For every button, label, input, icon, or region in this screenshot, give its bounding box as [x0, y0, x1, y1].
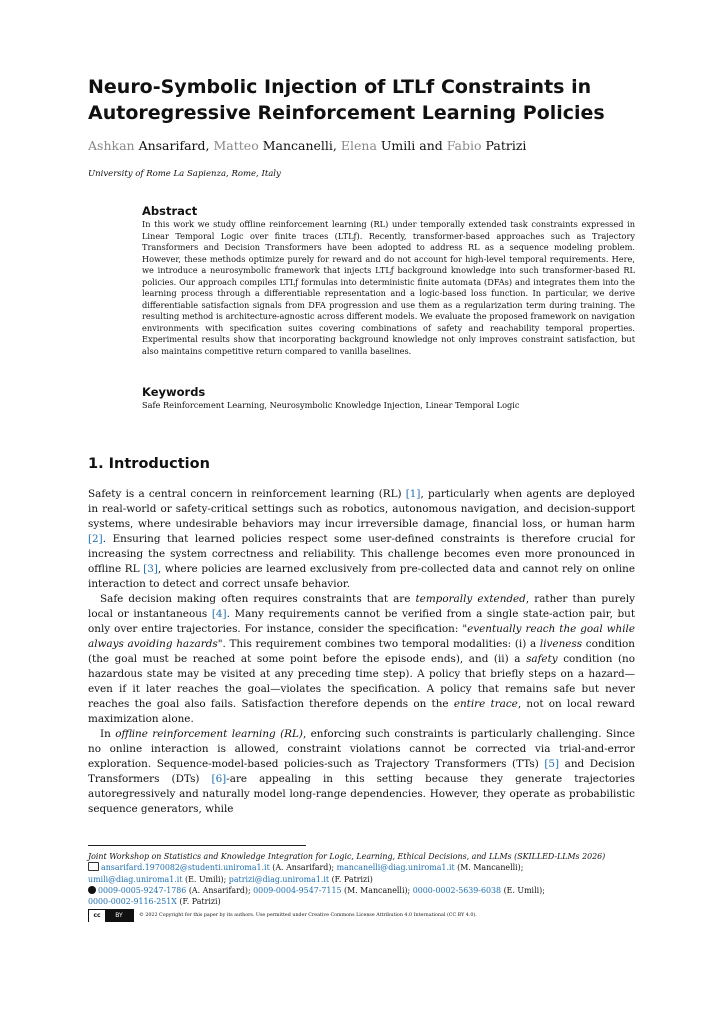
citation-link[interactable]: [5]: [544, 758, 560, 770]
text-run: and Decision Transformers (DTs): [88, 758, 635, 785]
citation-link[interactable]: [2]: [88, 533, 103, 545]
abstract-text: In this work we study offline reinforcement learning (RL) under temporally extended task constraints expressed in Linear Temporal Logic over finite traces (LTLƒ). Recently, transformer-based approaches such as Trajectory Transformers and Decision Transformers have been adopted to address RL as a sequence modeling problem. However, these methods optimize purely for reward and do not account for high-level temporal requirements. Here, we introduce a neurosymbolic framework that injects LTLƒ background knowledge into such transformer-based RL policies. Our approach compiles LTLƒ formulas into deterministic finite automata (DFAs) and integrates them into the learning process through a differentiable representation and a logic-based loss function. In particular, we derive differentiable satisfaction signals from DFA progression and use them as a regularization term during training. The resulting method is architecture-agnostic across different models. We evaluate the proposed framework on navigation environments with specification suites covering combinations of safety and reachability temporal properties. Experimental results show that incorporating background knowledge not only improves constraint satisfaction, but also maintains competitive return compared to vanilla baselines.: [142, 219, 635, 356]
orcid-link[interactable]: 0009-0005-9247-1786: [98, 885, 187, 895]
author-first-name: Elena: [340, 138, 377, 153]
citation-link[interactable]: [6]: [211, 773, 227, 785]
orcid-owner: (M. Mancanelli);: [341, 885, 413, 895]
author-last-name: Patrizi: [485, 138, 527, 153]
abstract-heading: Abstract: [142, 204, 198, 218]
author-first-name: Ashkan: [88, 138, 135, 153]
title-line-1: Neuro-Symbolic Injection of LTLf Constraints in: [88, 76, 592, 98]
author-first-name: Fabio: [446, 138, 482, 153]
keywords-heading: Keywords: [142, 385, 206, 399]
citation-link[interactable]: [3]: [143, 563, 158, 575]
footnote-rule: [88, 845, 306, 846]
text-run: In: [100, 728, 116, 740]
text-run: , where policies are learned exclusively from pre-collected data and cannot rely on online interaction to detect and correct unsafe behavior.: [88, 563, 635, 590]
text-run: , not on local reward maximization alone.: [88, 698, 635, 725]
text-run: , rather than purely local or instantaneous: [88, 593, 635, 620]
workshop-note: Joint Workshop on Statistics and Knowledge Integration for Logic, Learning, Ethical Decisions, and LLMs (SKILLED-LLMs 2026): [88, 852, 606, 861]
orcid-line: [88, 885, 648, 908]
emphasis-text: temporally extended: [415, 593, 526, 605]
license-row: [88, 909, 648, 922]
author-separator: ,: [332, 138, 341, 153]
paragraph-1: [88, 487, 635, 592]
introduction-body: [88, 487, 635, 817]
orcid-owner: (F. Patrizi): [176, 897, 221, 907]
orcid-link[interactable]: 0000-0002-9116-251X: [88, 897, 177, 907]
email-link[interactable]: ansarifard.1970082@studenti.uniroma1.it: [101, 863, 270, 873]
email-owner: (A. Ansarifard);: [269, 863, 337, 873]
author-last-name: Mancanelli: [262, 138, 333, 153]
text-run: Safe decision making often requires constraints that are: [100, 593, 416, 605]
text-run: . Ensuring that learned policies respect some user-defined constraints is therefore crucial for increasing the system correctness and reliability. This challenge becomes even more pronounced in offline RL: [88, 533, 635, 575]
orcid-link[interactable]: 0009-0004-9547-7115: [253, 885, 342, 895]
affiliation: University of Rome La Sapienza, Rome, Italy: [88, 169, 281, 179]
text-run: . Many requirements cannot be verified from a single state-action pair, but only over entire trajectories. For instance, consider the specification:: [88, 608, 635, 635]
text-run: Safety is a central concern in reinforcement learning (RL): [88, 488, 406, 500]
envelope-icon: [88, 862, 99, 871]
keywords-section: [142, 385, 635, 412]
paragraph-3: [88, 727, 635, 817]
orcid-icon: [88, 886, 96, 894]
citation-link[interactable]: [1]: [405, 488, 421, 500]
paper-title: [88, 74, 648, 126]
copyright-text: © 2022 Copyright for this paper by its authors. Use permitted under Creative Commons License Attribution 4.0 International (CC BY 4.0).: [139, 913, 477, 919]
author-last-name: Umili: [380, 138, 416, 153]
keywords-text: Safe Reinforcement Learning, Neurosymbolic Knowledge Injection, Linear Temporal Logic: [142, 400, 520, 410]
cc-badge-left: cc: [89, 910, 105, 921]
abstract-section: [142, 204, 635, 357]
text-run: condition (the goal must be reached at some point before the episode ends), and (ii) a: [88, 638, 635, 665]
title-line-2: Autoregressive Reinforcement Learning Policies: [88, 102, 605, 124]
orcid-link[interactable]: 0000-0002-5639-6038: [412, 885, 502, 895]
author-list: [88, 138, 648, 153]
text-run: . This requirement combines two temporal modalities: (i) a: [222, 638, 540, 650]
author-separator: ,: [205, 138, 214, 153]
emphasis-text: entire trace: [453, 698, 518, 710]
author-separator: and: [415, 138, 447, 153]
author-first-name: Matteo: [213, 138, 259, 153]
emphasis-text: liveness: [539, 638, 583, 650]
text-run: , particularly when agents are deployed in real-world or safety-critical settings such as robotics, autonomous navigation, and decision-support systems, where undesirable behaviors may incur irreversible damage, financial loss, or human harm: [88, 488, 635, 530]
email-owner: (E. Umili);: [182, 874, 229, 884]
text-run: -are appealing in this setting because they generate trajectories autoregressively and naturally model long-range dependencies. However, they operate as probabilistic sequence generators, while: [88, 773, 635, 815]
footnotes: [88, 851, 648, 922]
orcid-owner: (A. Ansarifard);: [186, 885, 254, 895]
author-last-name: Ansarifard: [138, 138, 206, 153]
email-owner: (M. Mancanelli);: [454, 863, 524, 873]
orcid-owner: (E. Umili);: [501, 885, 545, 895]
section-heading: 1. Introduction: [88, 456, 210, 472]
emphasis-text: offline reinforcement learning (RL): [115, 728, 303, 740]
emphasis-text: safety: [526, 653, 558, 665]
paragraph-2: [88, 592, 635, 727]
email-link[interactable]: patrizi@diag.uniroma1.it: [228, 874, 330, 884]
cc-by-badge: [88, 909, 134, 922]
text-run: condition (no hazardous state may be visited at any preceding time step). A policy that briefly steps on a hazard—even if it later reaches the goal—violates the specification. A policy that remains safe but never reaches the goal also fails. Satisfaction therefore depends on the: [88, 653, 636, 710]
text-run: , enforcing such constraints is particularly challenging. Since no online interaction is allowed, constraint violations cannot be corrected via trial-and-error exploration. Sequence-model-based policies-such as Trajectory Transformers (TTs): [88, 728, 636, 770]
citation-link[interactable]: [4]: [211, 608, 227, 620]
email-link[interactable]: umili@diag.uniroma1.it: [88, 874, 183, 884]
emphasis-text: "eventually reach the goal while always avoiding hazards": [88, 623, 635, 650]
email-link[interactable]: mancanelli@diag.uniroma1.it: [336, 863, 455, 873]
email-line: [88, 862, 648, 885]
cc-badge-right: BY: [105, 910, 133, 921]
email-owner: (F. Patrizi): [329, 874, 373, 884]
